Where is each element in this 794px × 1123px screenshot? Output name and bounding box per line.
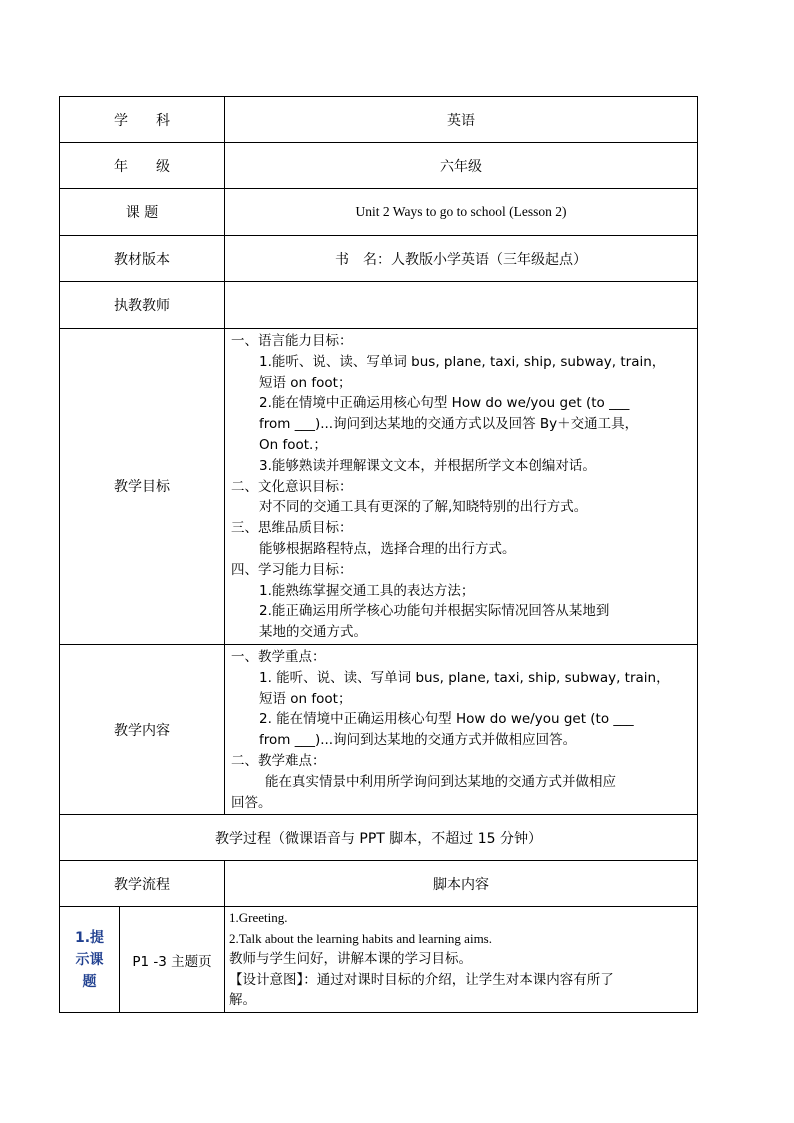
goals-line: 能够根据路程特点，选择合理的出行方式。 [259, 540, 516, 557]
process-title: 教学过程（微课语音与 PPT 脚本，不超过 15 分钟） [60, 815, 698, 861]
row-process-header [60, 861, 698, 907]
goals-content [225, 329, 698, 645]
row-topic [60, 189, 698, 236]
textbook-label: 教材版本 [60, 236, 225, 282]
flow-label: 教学流程 [60, 861, 225, 907]
goals-line: 一、语言能力目标： [231, 333, 353, 349]
goals-line: from ___)...询问到达某地的交通方式以及回答 By＋交通工具， [259, 416, 639, 433]
goals-line: 3.能够熟读并理解课文文本，并根据所学文本创编对话。 [259, 457, 596, 474]
textbook-value: 书 名：人教版小学英语（三年级起点） [225, 236, 698, 282]
topic-value: Unit 2 Ways to go to school (Lesson 2) [225, 189, 698, 236]
subject-value: 英语 [225, 97, 698, 143]
content-line: 二、教学难点： [231, 752, 326, 769]
content-line: from ___)...询问到达某地的交通方式并做相应回答。 [259, 732, 577, 749]
content-line: 回答。 [231, 794, 272, 811]
goals-line: 2.能正确运用所学核心功能句并根据实际情况回答从某地到 [259, 603, 610, 620]
teacher-value [225, 282, 698, 329]
goals-line: 2.能在情境中正确运用核心句型 How do we/you get (to ___ [259, 395, 630, 412]
step1-line: 解。 [229, 992, 256, 1009]
step1-line: 1.Greeting. [229, 910, 288, 926]
subject-label: 学 科 [60, 97, 225, 143]
content-line: 短语 on foot； [259, 690, 352, 707]
step1-line: 教师与学生问好，讲解本课的学习目标。 [229, 951, 472, 968]
row-grade [60, 143, 698, 189]
goals-line: 三、思维品质目标： [231, 520, 353, 537]
goals-label: 教学目标 [60, 329, 225, 645]
content-line: 能在真实情景中利用所学询问到达某地的交通方式并做相应 [265, 773, 616, 790]
row-step1 [60, 907, 698, 1013]
goals-line: 1.能熟练掌握交通工具的表达方法； [259, 582, 475, 599]
script-label: 脚本内容 [225, 861, 698, 907]
goals-line: 二、文化意识目标： [231, 478, 353, 495]
content-line: 一、教学重点： [231, 648, 326, 665]
content-line: 1. 能听、说、读、写单词 bus, plane, taxi, ship, subway, train， [259, 669, 670, 686]
row-content [60, 644, 698, 814]
row-goals [60, 329, 698, 645]
row-teacher [60, 282, 698, 329]
row-subject [60, 97, 698, 143]
row-process-title [60, 815, 698, 861]
goals-line: On foot.； [259, 436, 327, 453]
content-line: 2. 能在情境中正确运用核心句型 How do we/you get (to ___ [259, 711, 634, 728]
goals-line: 四、学习能力目标： [231, 561, 353, 578]
goals-line: 短语 on foot； [259, 374, 352, 391]
step1-line: 2.Talk about the learning habits and learning aims. [229, 930, 492, 946]
teacher-label: 执教教师 [60, 282, 225, 329]
content-label: 教学内容 [60, 644, 225, 814]
grade-label: 年 级 [60, 143, 225, 189]
goals-line: 某地的交通方式。 [259, 624, 367, 641]
step1-line: 【设计意图】：通过对课时目标的介绍，让学生对本课内容有所了 [229, 971, 614, 988]
grade-value: 六年级 [225, 143, 698, 189]
row-textbook [60, 236, 698, 282]
step1-script [225, 907, 698, 1013]
topic-label: 课 题 [60, 189, 225, 236]
step1-name-text: 1.提示课题 [74, 929, 105, 990]
step1-pages: P1 -3 主题页 [120, 907, 225, 1013]
goals-line: 对不同的交通工具有更深的了解,知晓特别的出行方式。 [259, 499, 588, 516]
step1-name [60, 907, 120, 1013]
lesson-plan-table [59, 96, 698, 1013]
content-content [225, 644, 698, 814]
goals-line: 1.能听、说、读、写单词 bus, plane, taxi, ship, subway, train， [259, 353, 666, 370]
